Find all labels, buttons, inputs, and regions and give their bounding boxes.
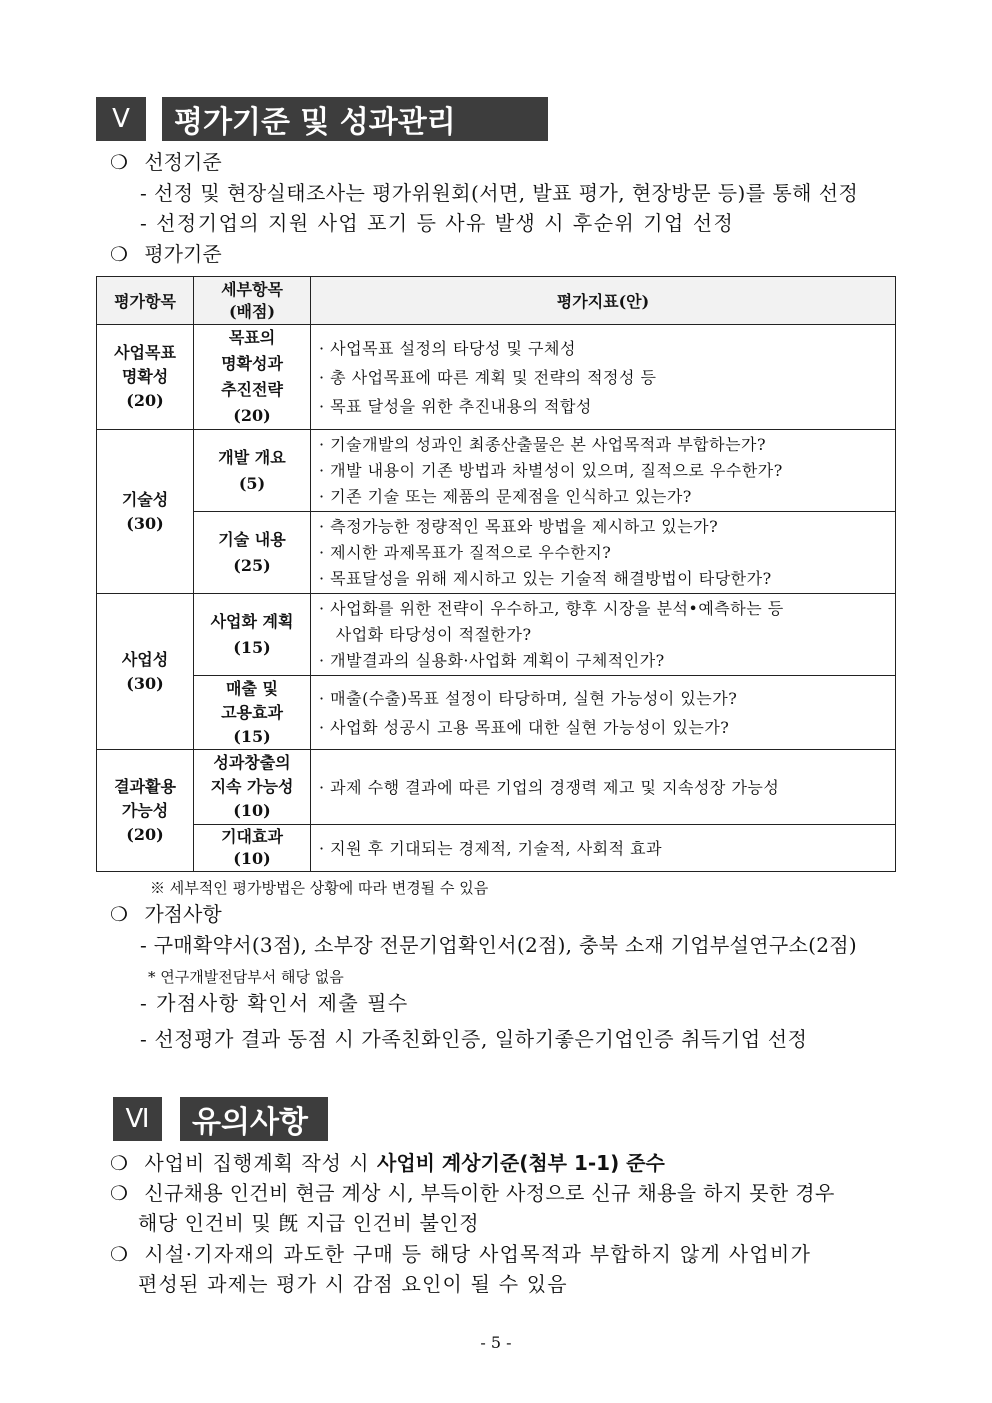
bullet-circle-icon: ❍ (110, 902, 128, 926)
table-row (97, 825, 896, 872)
section-6-title: 유의사항 (180, 1097, 328, 1141)
indicator-line: · 과제 수행 결과에 따른 기업의 경쟁력 제고 및 지속성장 가능성 (319, 777, 780, 797)
header-indicator: 평가지표(안) (311, 277, 896, 325)
indicator-line: · 기술개발의 성과인 최종산출물은 본 사업목적과 부합하는가? (319, 434, 767, 454)
indicator-line: · 지원 후 기대되는 경제적, 기술적, 사회적 효과 (319, 838, 663, 858)
table-row (97, 750, 896, 825)
subitem-cell: 목표의 명확성과 추진전략 (20) (194, 325, 311, 430)
selection-heading-line (110, 150, 222, 174)
indicator-cell (311, 512, 896, 594)
subitem-cell: 매출 및 고용효과 (15) (194, 676, 311, 750)
selection-item: - 선정 및 현장실태조사는 평가위원회(서면, 발표 평가, 현장방문 등)를 통해 선정 (140, 181, 859, 205)
section-5-title: 평가기준 및 성과관리 (162, 97, 548, 141)
indicator-line: · 기존 기술 또는 제품의 문제점을 인식하고 있는가? (319, 486, 692, 506)
indicator-line: · 제시한 과제목표가 질적으로 우수한지? (319, 542, 612, 562)
page-number: - 5 - (480, 1333, 512, 1352)
notice-emphasis: 사업비 계상기준(첨부 1-1) 준수 (377, 1151, 665, 1175)
notice-item (110, 1181, 835, 1205)
table-row (97, 512, 896, 594)
criteria-heading: 평가기준 (144, 242, 222, 266)
indicator-line: · 목표달성을 위해 제시하고 있는 기술적 해결방법이 타당한가? (319, 568, 772, 588)
bonus-item: - 가점사항 확인서 제출 필수 (140, 991, 409, 1015)
indicator-line: 사업화 타당성이 적절한가? (319, 624, 532, 644)
indicator-line: · 목표 달성을 위한 추진내용의 적합성 (319, 396, 592, 416)
category-cell: 사업성 (30) (97, 594, 194, 750)
notice-text: 신규채용 인건비 현금 계상 시, 부득이한 사정으로 신규 채용을 하지 못한 경우 (144, 1181, 835, 1205)
subitem-cell: 성과창출의 지속 가능성 (10) (194, 750, 311, 825)
indicator-line: · 사업화 성공시 고용 목표에 대한 실현 가능성이 있는가? (319, 717, 730, 737)
section-6-number: Ⅵ (113, 1097, 162, 1141)
indicator-cell (311, 825, 896, 872)
table-note: ※ 세부적인 평가방법은 상황에 따라 변경될 수 있음 (150, 879, 489, 897)
table-row (97, 676, 896, 750)
evaluation-table (96, 276, 896, 872)
section-5-heading (96, 97, 548, 141)
bullet-circle-icon: ❍ (110, 1151, 128, 1175)
header-subitem: 세부항목 (배점) (194, 277, 311, 325)
criteria-heading-line (110, 242, 222, 266)
selection-heading: 선정기준 (144, 150, 222, 174)
notice-text: 사업비 집행계획 작성 시 (144, 1151, 377, 1175)
notice-item (110, 1151, 665, 1175)
subitem-cell: 개발 개요 (5) (194, 430, 311, 512)
table-row (97, 594, 896, 676)
bonus-heading-line (110, 902, 222, 926)
bonus-item: - 구매확약서(3점), 소부장 전문기업확인서(2점), 충북 소재 기업부설연구소(2점) (140, 933, 857, 957)
category-cell: 사업목표 명확성 (20) (97, 325, 194, 430)
bullet-circle-icon: ❍ (110, 1181, 128, 1205)
indicator-line: · 개발 내용이 기존 방법과 차별성이 있으며, 질적으로 우수한가? (319, 460, 783, 480)
indicator-line: · 매출(수출)목표 설정이 타당하며, 실현 가능성이 있는가? (319, 688, 738, 708)
notice-text: 시설·기자재의 과도한 구매 등 해당 사업목적과 부합하지 않게 사업비가 (144, 1242, 812, 1266)
bullet-circle-icon: ❍ (110, 150, 128, 174)
bonus-item-note: * 연구개발전담부서 해당 없음 (148, 968, 344, 986)
bullet-circle-icon: ❍ (110, 242, 128, 266)
indicator-line: · 개발결과의 실용화·사업화 계획이 구체적인가? (319, 650, 665, 670)
section-5-number: Ⅴ (96, 97, 146, 141)
bonus-heading: 가점사항 (144, 902, 222, 926)
subitem-cell: 기술 내용 (25) (194, 512, 311, 594)
category-cell: 결과활용 가능성 (20) (97, 750, 194, 872)
indicator-line: · 사업목표 설정의 타당성 및 구체성 (319, 338, 576, 358)
indicator-cell (311, 594, 896, 676)
table-row (97, 430, 896, 512)
indicator-cell (311, 750, 896, 825)
notice-text-continued: 해당 인건비 및 旣 지급 인건비 불인정 (138, 1211, 480, 1235)
notice-item (110, 1242, 811, 1266)
subitem-cell: 기대효과 (10) (194, 825, 311, 872)
indicator-line: · 사업화를 위한 전략이 우수하고, 향후 시장을 분석•예측하는 등 (319, 598, 784, 618)
category-cell: 기술성 (30) (97, 430, 194, 594)
indicator-cell (311, 325, 896, 430)
selection-item: - 선정기업의 지원 사업 포기 등 사유 발생 시 후순위 기업 선정 (140, 211, 735, 235)
subitem-cell: 사업화 계획 (15) (194, 594, 311, 676)
notice-text-continued: 편성된 과제는 평가 시 감점 요인이 될 수 있음 (138, 1272, 568, 1296)
indicator-cell (311, 430, 896, 512)
header-category: 평가항목 (97, 277, 194, 325)
indicator-line: · 측정가능한 정량적인 목표와 방법을 제시하고 있는가? (319, 516, 719, 536)
section-6-heading (113, 1097, 328, 1141)
bullet-circle-icon: ❍ (110, 1242, 128, 1266)
indicator-line: · 총 사업목표에 따른 계획 및 전략의 적정성 등 (319, 367, 657, 387)
table-header-row (97, 277, 896, 325)
indicator-cell (311, 676, 896, 750)
table-row (97, 325, 896, 430)
bonus-item: - 선정평가 결과 동점 시 가족친화인증, 일하기좋은기업인증 취득기업 선정 (140, 1027, 808, 1051)
